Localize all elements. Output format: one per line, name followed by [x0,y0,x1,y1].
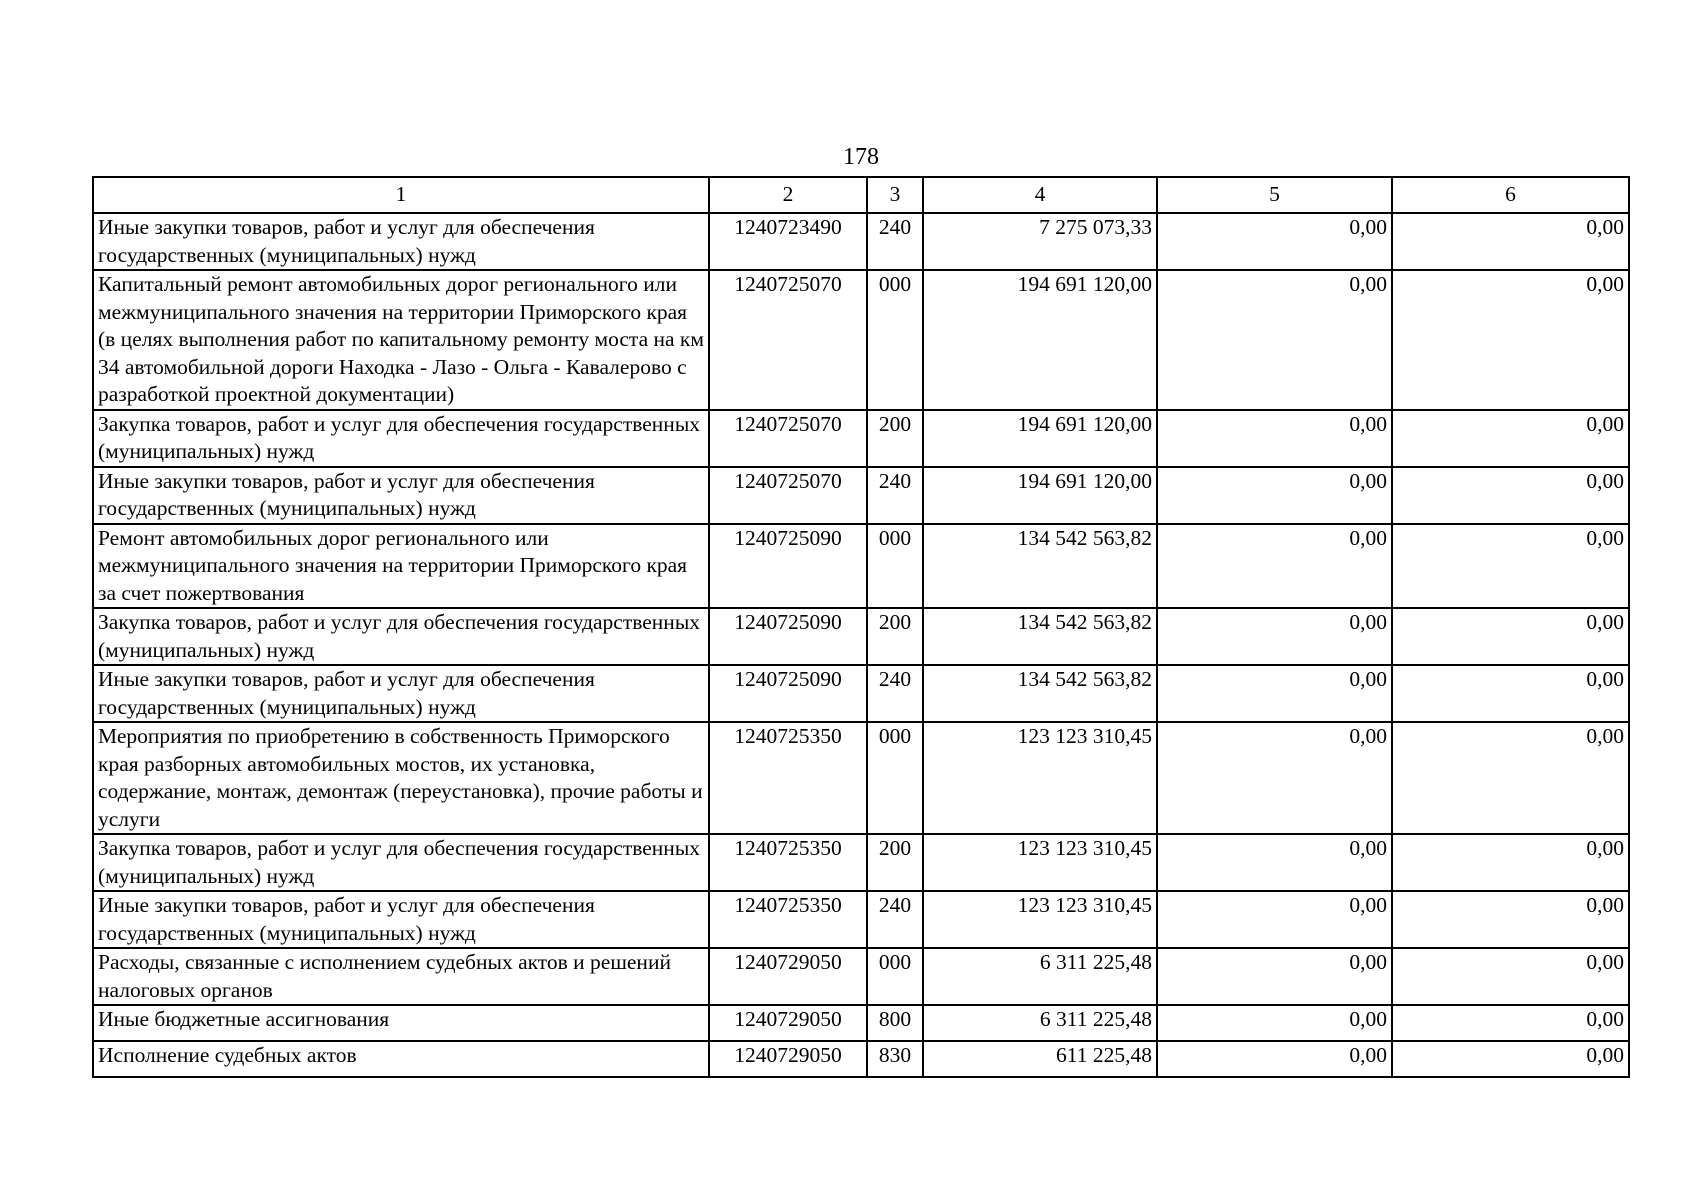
row-code: 1240725090 [709,608,867,665]
row-value-5: 0,00 [1157,213,1392,270]
table-row [93,213,1629,270]
row-code: 1240729050 [709,1005,867,1041]
row-code: 1240725070 [709,410,867,467]
row-type: 000 [867,524,923,609]
row-value-5: 0,00 [1157,1041,1392,1077]
table-row [93,891,1629,948]
row-code: 1240725350 [709,891,867,948]
row-value-6: 0,00 [1392,948,1629,1005]
row-value-4: 6 311 225,48 [923,1005,1157,1041]
row-name: Иные закупки товаров, работ и услуг для обеспечения государственных (муниципальных) нужд [93,891,709,948]
row-type: 200 [867,608,923,665]
row-value-6: 0,00 [1392,1041,1629,1077]
row-type: 240 [867,213,923,270]
row-type: 200 [867,410,923,467]
column-header-4: 4 [923,177,1157,213]
row-value-5: 0,00 [1157,665,1392,722]
row-name: Закупка товаров, работ и услуг для обеспечения государственных (муниципальных) нужд [93,410,709,467]
column-header-6: 6 [1392,177,1629,213]
row-value-6: 0,00 [1392,410,1629,467]
row-type: 000 [867,270,923,410]
row-code: 1240725350 [709,834,867,891]
table-row [93,834,1629,891]
row-name: Закупка товаров, работ и услуг для обеспечения государственных (муниципальных) нужд [93,608,709,665]
row-value-4: 134 542 563,82 [923,524,1157,609]
table-row [93,722,1629,834]
row-name: Иные закупки товаров, работ и услуг для обеспечения государственных (муниципальных) нужд [93,467,709,524]
row-value-6: 0,00 [1392,722,1629,834]
row-value-5: 0,00 [1157,948,1392,1005]
row-value-4: 6 311 225,48 [923,948,1157,1005]
row-type: 240 [867,891,923,948]
row-value-6: 0,00 [1392,608,1629,665]
column-header-5: 5 [1157,177,1392,213]
row-value-4: 123 123 310,45 [923,834,1157,891]
row-name: Исполнение судебных актов [93,1041,709,1077]
row-type: 240 [867,467,923,524]
row-value-4: 611 225,48 [923,1041,1157,1077]
row-code: 1240723490 [709,213,867,270]
row-value-6: 0,00 [1392,524,1629,609]
row-code: 1240725070 [709,467,867,524]
row-value-5: 0,00 [1157,410,1392,467]
row-code: 1240725090 [709,524,867,609]
row-type: 240 [867,665,923,722]
row-name: Иные бюджетные ассигнования [93,1005,709,1041]
row-value-4: 134 542 563,82 [923,665,1157,722]
row-value-4: 123 123 310,45 [923,891,1157,948]
row-name: Капитальный ремонт автомобильных дорог регионального или межмуниципального значения на территории Приморского края (в целях выполнения работ по капитальному ремонту моста на км 34 автомобильной дороги Находка - Лазо - Ольга - Кавалерово с разработкой проектной документации) [93,270,709,410]
column-header-2: 2 [709,177,867,213]
row-value-5: 0,00 [1157,467,1392,524]
row-name: Закупка товаров, работ и услуг для обеспечения государственных (муниципальных) нужд [93,834,709,891]
row-code: 1240725090 [709,665,867,722]
row-value-4: 194 691 120,00 [923,410,1157,467]
row-value-4: 134 542 563,82 [923,608,1157,665]
row-code: 1240725070 [709,270,867,410]
row-value-5: 0,00 [1157,524,1392,609]
row-value-6: 0,00 [1392,834,1629,891]
row-value-6: 0,00 [1392,891,1629,948]
row-value-6: 0,00 [1392,665,1629,722]
row-value-5: 0,00 [1157,270,1392,410]
row-name: Мероприятия по приобретению в собственность Приморского края разборных автомобильных мостов, их установка, содержание, монтаж, демонтаж (переустановка), прочие работы и услуги [93,722,709,834]
row-value-5: 0,00 [1157,834,1392,891]
row-name: Иные закупки товаров, работ и услуг для обеспечения государственных (муниципальных) нужд [93,665,709,722]
row-type: 000 [867,948,923,1005]
row-code: 1240725350 [709,722,867,834]
row-type: 200 [867,834,923,891]
row-value-4: 194 691 120,00 [923,467,1157,524]
row-value-4: 7 275 073,33 [923,213,1157,270]
table-row [93,1041,1629,1077]
row-value-4: 194 691 120,00 [923,270,1157,410]
row-value-5: 0,00 [1157,1005,1392,1041]
row-value-5: 0,00 [1157,891,1392,948]
row-value-5: 0,00 [1157,608,1392,665]
row-name: Иные закупки товаров, работ и услуг для обеспечения государственных (муниципальных) нужд [93,213,709,270]
row-name: Расходы, связанные с исполнением судебных актов и решений налоговых органов [93,948,709,1005]
table-row [93,467,1629,524]
row-value-6: 0,00 [1392,467,1629,524]
table-row [93,948,1629,1005]
table-row [93,270,1629,410]
table-row [93,608,1629,665]
column-header-1: 1 [93,177,709,213]
page-number: 178 [843,144,879,170]
table-row [93,665,1629,722]
row-type: 000 [867,722,923,834]
row-value-6: 0,00 [1392,270,1629,410]
row-name: Ремонт автомобильных дорог регионального или межмуниципального значения на территории Приморского края за счет пожертвования [93,524,709,609]
row-type: 800 [867,1005,923,1041]
row-value-5: 0,00 [1157,722,1392,834]
table-row [93,410,1629,467]
row-value-4: 123 123 310,45 [923,722,1157,834]
row-code: 1240729050 [709,948,867,1005]
row-value-6: 0,00 [1392,1005,1629,1041]
column-header-3: 3 [867,177,923,213]
row-type: 830 [867,1041,923,1077]
row-code: 1240729050 [709,1041,867,1077]
table-row [93,524,1629,609]
table-header-row [93,177,1629,213]
budget-table [92,176,1630,1078]
row-value-6: 0,00 [1392,213,1629,270]
table-row [93,1005,1629,1041]
